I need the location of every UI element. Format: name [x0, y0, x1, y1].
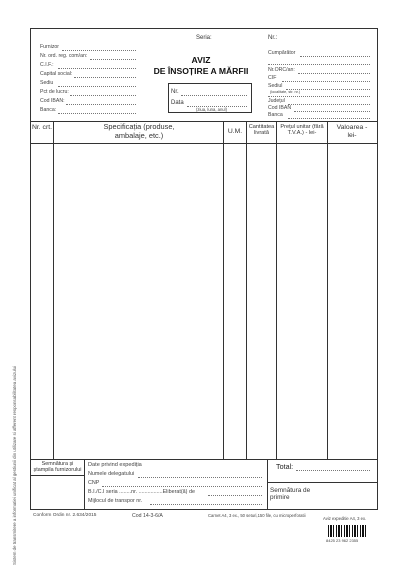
supplier-cif-field[interactable] [58, 68, 136, 69]
supplier-sediu-label: Sediu [40, 80, 54, 86]
col-divider-4 [276, 121, 277, 459]
buyer-orc-field[interactable] [298, 73, 370, 74]
footer-divider-left [84, 459, 85, 510]
col-header-um: U.M. [227, 128, 243, 135]
buyer-field[interactable] [300, 56, 370, 57]
supplier-field[interactable] [62, 50, 136, 51]
stamp-label: Semnătura și ștampila furnizorului [33, 461, 82, 474]
footer-top-border [30, 459, 378, 460]
box-date-hint: (ziua, luna, anul) [196, 107, 227, 112]
cnp-label: CNP [88, 480, 100, 486]
total-label: Total: [276, 462, 294, 471]
buyer-cif-label: CIF [268, 75, 277, 81]
buyer-sediul-hint: (localitate, str. nr.) [270, 90, 300, 94]
barcode-number: 8425 23 962 2355 [326, 538, 359, 543]
buyer-iban-label: Cod IBAN [268, 105, 292, 111]
total-divider [267, 482, 378, 483]
total-field[interactable] [296, 470, 370, 471]
col-header-price: Prețul unitar (fără T.V.A.) - lei- [280, 124, 324, 137]
receipt-signature-label: Semnătura de primire [270, 487, 311, 502]
buyer-bank-label: Banca [268, 112, 283, 118]
buyer-orc-label: Nr.ORC/an: [268, 67, 295, 73]
box-nr-field[interactable] [181, 95, 247, 96]
supplier-cif-label: C.I.F.: [40, 62, 54, 68]
supplier-iban-field[interactable] [66, 104, 136, 105]
delegate-label: Numele delegatului [88, 471, 135, 477]
id-field[interactable] [208, 495, 262, 496]
buyer-label: Cumpărător [268, 50, 296, 56]
supplier-pct-label: Pct de lucru: [40, 89, 69, 95]
col-header-qty: Cantitatea livrată [248, 124, 275, 137]
document-title [140, 55, 262, 76]
stamp-divider [30, 475, 84, 476]
col-divider-5 [327, 121, 328, 459]
supplier-capital-label: Capital social: [40, 71, 73, 77]
supplier-label: Furnizor [40, 44, 60, 50]
box-date-label: Data [171, 100, 184, 106]
supplier-pct-field[interactable] [70, 95, 136, 96]
seria-label: Seria: [196, 35, 212, 41]
col-divider-2 [223, 121, 224, 459]
title-line-1: AVIZ [191, 55, 211, 65]
supplier-reg-label: Nr. ord. reg. com/an: [40, 53, 88, 59]
col-header-nr: Nr. crt. [31, 124, 52, 131]
supplier-sediu-field[interactable] [58, 86, 136, 87]
supplier-bank-field[interactable] [58, 113, 136, 114]
col-header-spec: Specificația (produse, ambalaje, etc.) [103, 122, 175, 140]
aviz-exp-text: Aviz expeditie A4, 3 ex. [323, 516, 367, 521]
cnp-field[interactable] [102, 486, 262, 487]
buyer-sediul-field-2[interactable] [268, 96, 370, 97]
buyer-judet-label: Județul [268, 98, 285, 104]
buyer-bank-field[interactable] [288, 118, 370, 119]
supplier-bank-label: Banca: [40, 107, 57, 113]
table-top-border [30, 121, 378, 122]
supplier-capital-field[interactable] [74, 77, 136, 78]
footer-divider-right [267, 459, 268, 510]
id-label: B.I./C.I seria ........nr. ................Eliberat(ă) de [88, 489, 195, 495]
table-body-area[interactable] [54, 144, 223, 459]
col-header-value: Valoarea -lei- [336, 124, 368, 139]
side-note: Sistem de transmitere a informatiei unificat al gestiunii din utilizare si afferent responsabilitatea avizului [12, 365, 17, 565]
box-nr-label: Nr. [171, 89, 179, 95]
carnet-text: Carnet A4, 3 ex., 50 seturi,150 file, cu microperforatii [208, 513, 306, 518]
conform-text: Conform Ordin nr. 2.634/2015 [33, 513, 97, 518]
buyer-judet-field[interactable] [288, 104, 370, 105]
supplier-reg-field[interactable] [90, 59, 136, 60]
supplier-iban-label: Cod IBAN: [40, 98, 65, 104]
buyer-cif-field[interactable] [282, 81, 370, 82]
expedition-title: Date privind expediția [88, 462, 142, 468]
barcode [328, 525, 368, 537]
buyer-iban-field[interactable] [294, 111, 370, 112]
nr-label: Nr.: [268, 35, 278, 41]
col-divider-3 [246, 121, 247, 459]
transport-field[interactable] [150, 504, 262, 505]
delegate-field[interactable] [138, 477, 262, 478]
cod-text: Cod 14-3-6/A [132, 513, 163, 519]
transport-label: Mijlocul de transpor nr. [88, 498, 143, 504]
title-line-2: DE ÎNSOȚIRE A MĂRFII [153, 65, 249, 76]
buyer-field-2[interactable] [268, 64, 370, 65]
buyer-sediul-label: Sediul [268, 83, 283, 89]
